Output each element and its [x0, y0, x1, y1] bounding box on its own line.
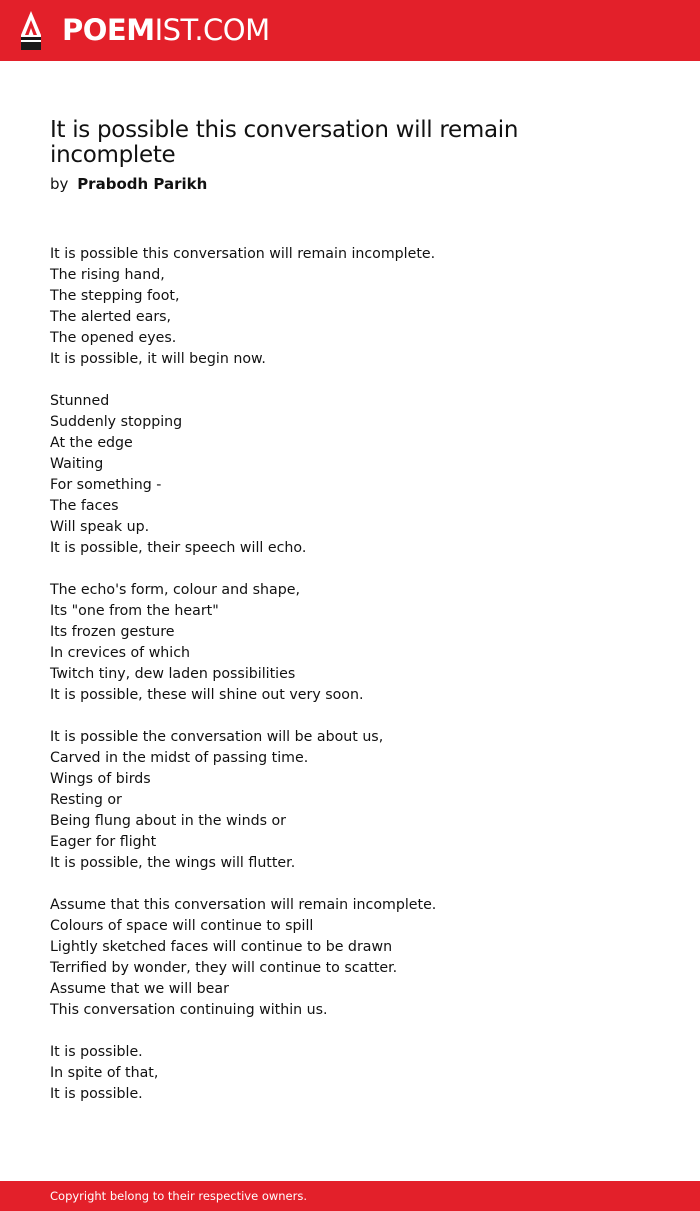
site-header — [0, 0, 700, 61]
poem-line: Colours of space will continue to spill — [50, 918, 314, 934]
poem-line: Assume that we will bear — [50, 981, 229, 997]
poem-line: The stepping foot, — [50, 288, 180, 304]
poem-line: The echo's form, colour and shape, — [50, 582, 300, 598]
poem-line: Resting or — [50, 792, 122, 808]
poem-line: It is possible, their speech will echo. — [50, 540, 307, 556]
by-label: by — [50, 175, 69, 193]
poem-body — [50, 244, 610, 1105]
poem-line: Suddenly stopping — [50, 414, 183, 430]
poem-line: The alerted ears, — [50, 309, 172, 325]
poem-line: Waiting — [50, 456, 104, 472]
site-logo[interactable] — [62, 13, 270, 47]
poem-line: The rising hand, — [50, 267, 165, 283]
stanza — [50, 1042, 610, 1105]
site-footer — [0, 1181, 700, 1211]
stanza — [50, 727, 610, 874]
poem-line: Carved in the midst of passing time. — [50, 750, 309, 766]
poem-line: Will speak up. — [50, 519, 150, 535]
author-name[interactable]: Prabodh Parikh — [77, 175, 208, 193]
poem-line: The opened eyes. — [50, 330, 177, 346]
poem-line: Being flung about in the winds or — [50, 813, 286, 829]
poem-line: Its "one from the heart" — [50, 603, 219, 619]
poem-content — [50, 118, 610, 1126]
stanza — [50, 244, 610, 370]
poem-line: In spite of that, — [50, 1065, 159, 1081]
poem-line: Eager for flight — [50, 834, 157, 850]
poem-line: Assume that this conversation will remain incomplete. — [50, 897, 437, 913]
poem-line: In crevices of which — [50, 645, 191, 661]
stanza — [50, 895, 610, 1021]
pen-nib-icon[interactable] — [18, 10, 44, 52]
poem-line: This conversation continuing within us. — [50, 1002, 328, 1018]
copyright-text: Copyright belong to their respective owners. — [50, 1189, 308, 1203]
poem-line: It is possible the conversation will be about us, — [50, 729, 384, 745]
poem-line: It is possible, these will shine out very soon. — [50, 687, 364, 703]
byline — [50, 174, 610, 194]
poem-line: It is possible. — [50, 1086, 143, 1102]
poem-line: Wings of birds — [50, 771, 151, 787]
poem-line: Stunned — [50, 393, 110, 409]
poem-line: It is possible this conversation will remain incomplete. — [50, 246, 436, 262]
poem-line: For something - — [50, 477, 162, 493]
poem-line: It is possible. — [50, 1044, 143, 1060]
poem-line: Terrified by wonder, they will continue to scatter. — [50, 960, 398, 976]
logo-bold-text: POEM — [62, 13, 155, 47]
poem-line: It is possible, the wings will flutter. — [50, 855, 296, 871]
stanza — [50, 391, 610, 559]
poem-line: Lightly sketched faces will continue to be drawn — [50, 939, 393, 955]
poem-line: Its frozen gesture — [50, 624, 175, 640]
poem-line: Twitch tiny, dew laden possibilities — [50, 666, 296, 682]
poem-title: It is possible this conversation will remain incomplete — [50, 117, 519, 168]
stanza — [50, 580, 610, 706]
poem-line: The faces — [50, 498, 119, 514]
logo-light-text: IST.COM — [154, 13, 270, 47]
poem-line: At the edge — [50, 435, 133, 451]
poem-line: It is possible, it will begin now. — [50, 351, 266, 367]
